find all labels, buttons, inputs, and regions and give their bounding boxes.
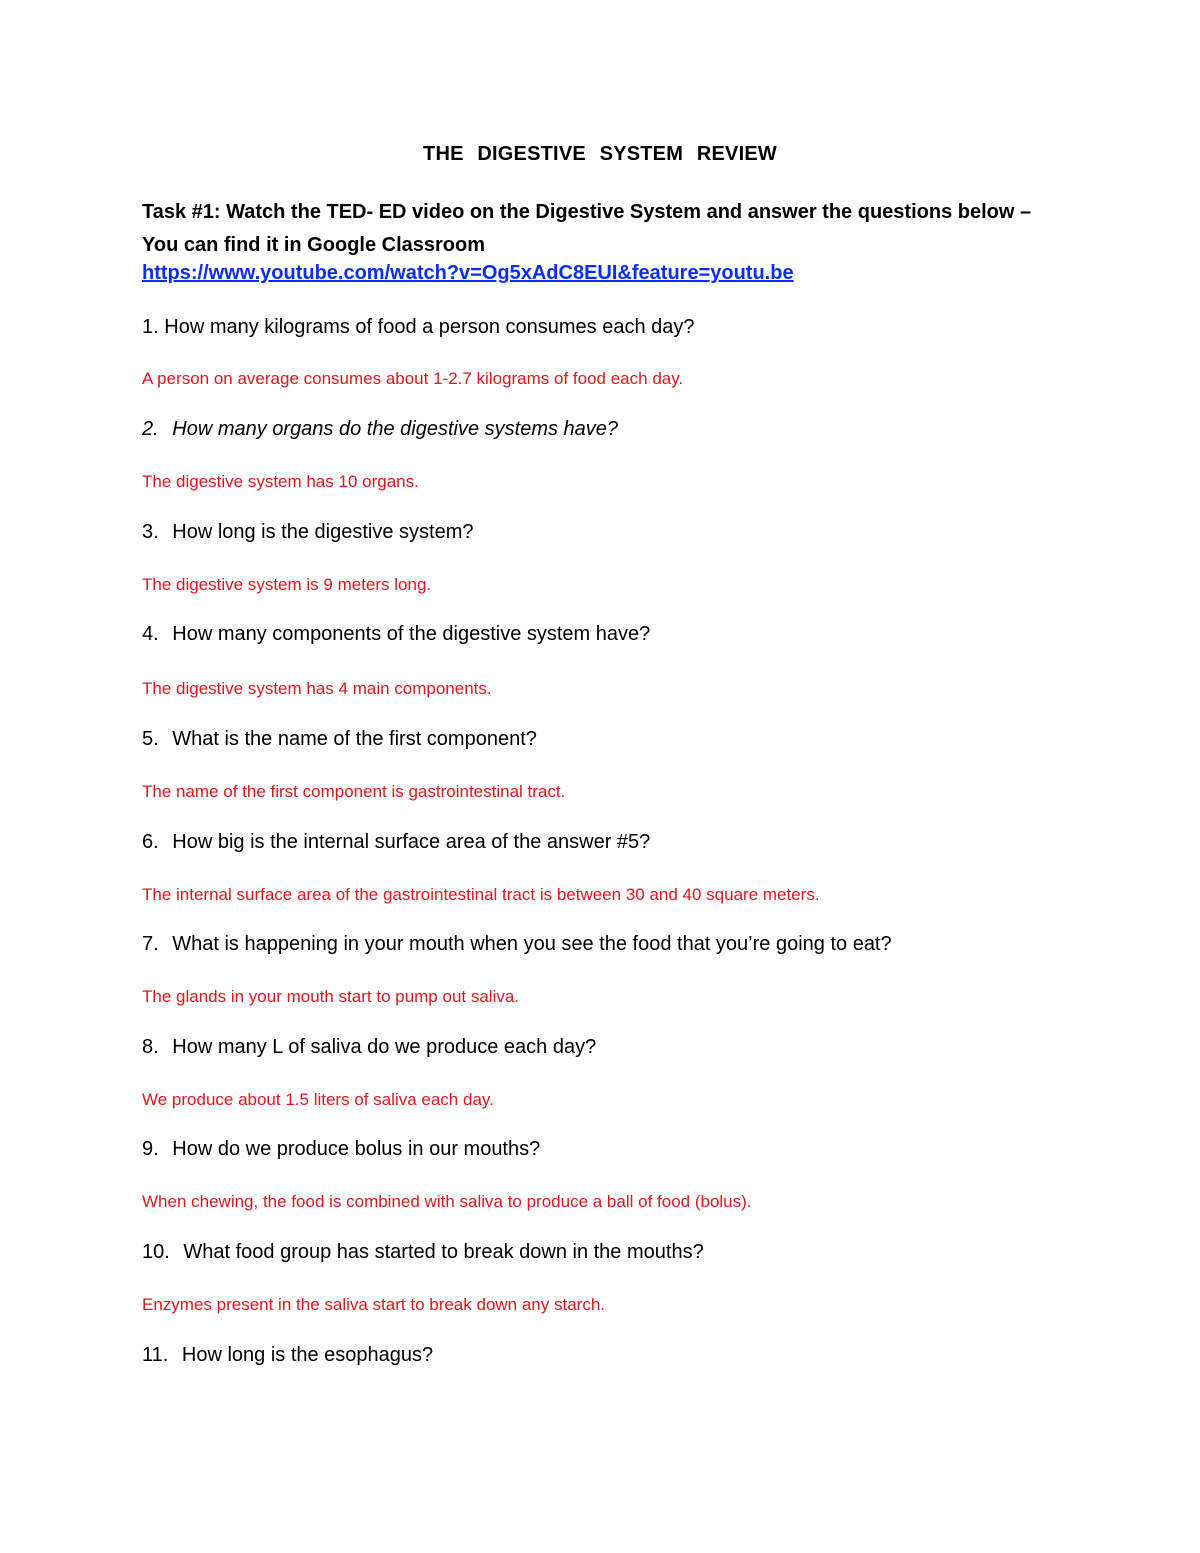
question-text: How big is the internal surface area of the answer #5? (172, 831, 651, 853)
question-number: 9. (142, 1138, 159, 1160)
question-number: 11. (142, 1344, 169, 1366)
question-number: 6. (142, 831, 159, 853)
question-10 (142, 1241, 704, 1264)
question-text: How many organs do the digestive systems have? (172, 418, 619, 440)
question-number: 2. (142, 418, 159, 440)
question-number: 5. (142, 728, 159, 750)
answer-10: Enzymes present in the saliva start to break down any starch. (142, 1295, 606, 1314)
question-number: 4. (142, 623, 159, 645)
question-text: How many L of saliva do we produce each day? (172, 1036, 597, 1058)
question-text: What is happening in your mouth when you see the food that you’re going to eat? (172, 933, 892, 955)
question-number: 1. (142, 316, 159, 338)
question-text: How long is the esophagus? (181, 1344, 434, 1366)
answer-2: The digestive system has 10 organs. (142, 472, 419, 491)
task-line-1: Task #1: Watch the TED- ED video on the Digestive System and answer the questions below – (142, 201, 1032, 223)
question-number: 10. (142, 1241, 170, 1263)
answer-4: The digestive system has 4 main components. (142, 679, 492, 698)
question-text: How long is the digestive system? (172, 521, 474, 543)
question-text: How do we produce bolus in our mouths? (172, 1138, 541, 1160)
question-9 (142, 1138, 540, 1161)
question-text: How many kilograms of food a person consumes each day? (164, 316, 695, 338)
question-5 (142, 728, 537, 751)
answer-9: When chewing, the food is combined with saliva to produce a ball of food (bolus). (142, 1192, 752, 1211)
question-text: How many components of the digestive system have? (172, 623, 651, 645)
question-3 (142, 521, 474, 544)
question-number: 7. (142, 933, 159, 955)
question-text: What food group has started to break down in the mouths? (183, 1241, 704, 1263)
question-8 (142, 1036, 596, 1059)
answer-1: A person on average consumes about 1-2.7 kilograms of food each day. (142, 369, 684, 388)
answer-6: The internal surface area of the gastrointestinal tract is between 30 and 40 square meters. (142, 885, 820, 904)
answer-3: The digestive system is 9 meters long. (142, 575, 432, 594)
question-1 (142, 316, 695, 339)
question-2 (142, 418, 618, 441)
question-11 (142, 1344, 433, 1367)
answer-5: The name of the first component is gastrointestinal tract. (142, 782, 566, 801)
question-7 (142, 933, 892, 956)
task-line-2: You can find it in Google Classroom (142, 234, 485, 256)
question-6 (142, 831, 650, 854)
answer-8: We produce about 1.5 liters of saliva each day. (142, 1090, 494, 1109)
page-title: THE DIGESTIVE SYSTEM REVIEW (423, 143, 777, 165)
question-number: 3. (142, 521, 159, 543)
video-link[interactable]: https://www.youtube.com/watch?v=Og5xAdC8EUI&feature=youtu.be (142, 262, 794, 284)
question-text: What is the name of the first component? (172, 728, 537, 750)
task-instructions (142, 196, 1062, 262)
question-number: 8. (142, 1036, 159, 1058)
question-4 (142, 623, 650, 646)
answer-7: The glands in your mouth start to pump out saliva. (142, 987, 520, 1006)
